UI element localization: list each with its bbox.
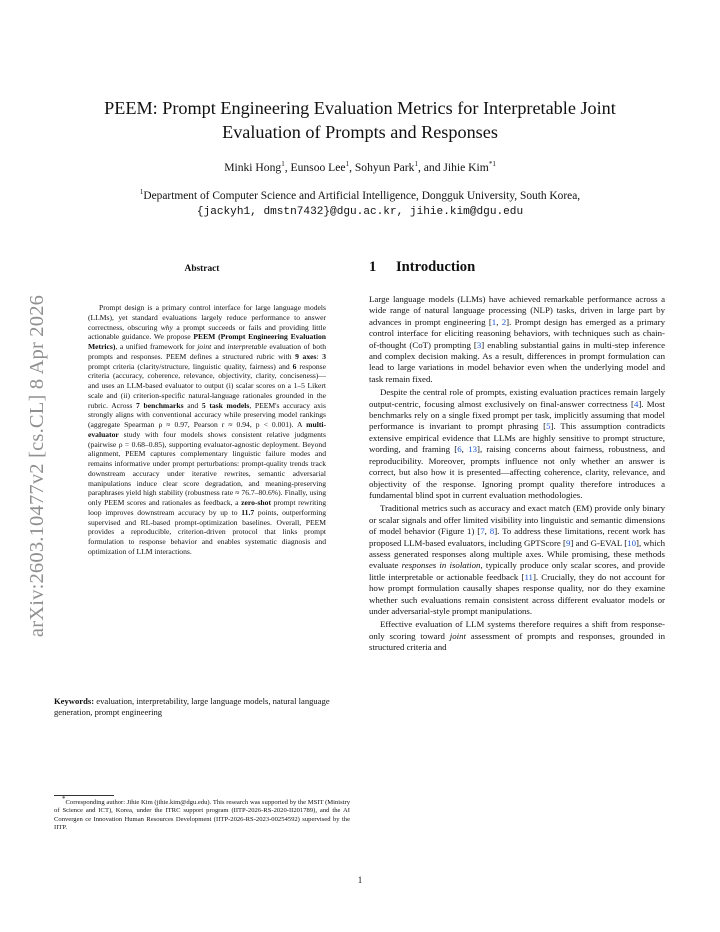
title-line-2: Evaluation of Prompts and Responses xyxy=(222,122,498,142)
author-name: Sohyun Park xyxy=(354,161,415,174)
abstract-body: Prompt design is a primary control interface for large language models (LLMs), yet standard evaluations largely reduce performance to answer correctness, obscuring why a prompt succeeds or fails and providing little actionable guidance. We propose PEEM (Prompt Engineering Evaluation Metrics), a unified framework for joint and interpretable evaluation of both prompts and responses. PEEM defines a structured rubric with 9 axes: 3 prompt criteria (clarity/structure, linguistic quality, fairness) and 6 response criteria (accuracy, coherence, relevance, objectivity, clarity, conciseness)—and uses an LLM-based evaluator to output (i) scalar scores on a 1–5 Likert scale and (ii) criterion-specific natural-language rationales grounded in the rubric. Across 7 benchmarks and 5 task models, PEEM's accuracy axis strongly aligns with conventional accuracy while preserving model rankings (aggregate Spearman ρ ≈ 0.97, Pearson r ≈ 0.94, p < 0.001). A multi-evaluator study with four models shows consistent relative judgments (pairwise ρ = 0.68–0.85), supporting evaluator-agnostic deployment. Beyond alignment, PEEM captures complementary linguistic failure modes and remains informative under prompt perturbations: prompt-quality trends track downstream accuracy under iterative rewrites, semantic adversarial manipulations induce clear score degradation, and meaning-preserving paraphrases yield high stability (robustness rate ≈ 76.7–80.6%). Finally, using only PEEM scores and rationales as feedback, a zero-shot prompt rewriting loop improves downstream accuracy by up to 11.7 points, outperforming supervised and RL-based prompt-optimization baselines. Overall, PEEM provides a reproducible, criterion-driven protocol that links prompt formulation to response behavior and enables systematic diagnosis and optimization of LLM interactions. xyxy=(88,303,327,556)
citation-link[interactable]: 4 xyxy=(633,398,639,409)
citation-link[interactable]: 5 xyxy=(546,421,551,432)
footnote-mark: * xyxy=(62,795,66,803)
affiliation-mark: 1 xyxy=(414,160,418,169)
keywords-label: Keywords: xyxy=(54,696,95,706)
title-line-1: PEEM: Prompt Engineering Evaluation Metrics for Interpretable Joint xyxy=(104,98,616,118)
author-name: Minki Hong xyxy=(224,161,282,174)
author-separator: , xyxy=(349,161,355,174)
footnote xyxy=(54,795,350,832)
affiliation-mark: *1 xyxy=(488,160,496,169)
author-name: Eunsoo Lee xyxy=(290,161,346,174)
citation-link[interactable]: 2 xyxy=(501,316,507,327)
affiliation-mark: 1 xyxy=(139,188,144,197)
introduction-body xyxy=(369,294,665,654)
keywords-text: evaluation, interpretability, large language models, natural language generation, prompt engineering xyxy=(54,696,330,718)
intro-paragraph: Traditional metrics such as accuracy and exact match (EM) provide only binary or scalar signals and offer limited visibility into linguistic and semantic dimensions of model behavior (Figure 1) [7, 8]. To address these limitations, recent work has proposed LLM-based evaluators, including GPTScore [9] and G-EVAL [10], which assess generated responses along multiple axes. While promising, these methods evaluate responses in isolation, typically produce only scalar scores, and provide little interpretable or actionable feedback [11]. Crucially, they do not account for how prompt formulation causally shapes response quality, nor do they examine whether such evaluations remain consistent across different evaluator models or under adversarial-style prompt manipulations. xyxy=(369,503,665,616)
keywords xyxy=(54,696,350,718)
affiliation-mark: 1 xyxy=(345,160,350,169)
section-heading-introduction xyxy=(369,259,475,276)
citation-link[interactable]: 10 xyxy=(627,537,637,548)
abstract-heading: Abstract xyxy=(184,264,220,274)
page-number: 1 xyxy=(357,875,363,885)
citation-link[interactable]: 11 xyxy=(524,571,533,582)
paper-title xyxy=(60,96,660,144)
citation-link[interactable]: 1 xyxy=(491,316,497,327)
section-title: Introduction xyxy=(396,259,476,275)
author-separator: , and xyxy=(417,161,444,174)
citation-link[interactable]: 3 xyxy=(476,339,482,350)
intro-paragraph: Despite the central role of prompts, existing evaluation practices remain largely output-centric, focusing almost exclusively on final-answer correctness [4]. Most benchmarks rely on a single fixed prompt per task, implicitly assuming that model performance is invariant to prompt phrasing [5]. This assumption contradicts extensive empirical evidence that LLMs are highly sensitive to prompt structure, wording, and framing [6, 13], raising concerns about fairness, robustness, and reproducibility. Moreover, prompts influence not only whether an answer is correct, but also how it is presented—affecting coherence, clarity, relevance, and objectivity of the response. Ignoring prompt quality therefore introduces a fundamental blind spot in current evaluation methodologies. xyxy=(369,387,666,500)
footnote-text: Corresponding author: Jihie Kim (jihie.kim@dgu.edu). This research was supported by the MSIT (Ministry of Science and ICT), Korea, under the ITRC support program (IITP-2026-RS-2020-II201789), and the AI Convergen ce Innovation Human Resources Development (IITP-2026-RS-2023-00254592) supervised by the IITP. xyxy=(54,799,350,831)
citation-link[interactable]: 6 xyxy=(457,444,462,455)
author-separator: , xyxy=(284,161,291,174)
citation-link[interactable]: 13 xyxy=(468,444,477,455)
author-emails: {jackyh1, dmstn7432}@dgu.ac.kr, jihie.kim@dgu.edu xyxy=(196,206,524,218)
intro-paragraph: Large language models (LLMs) have achieved remarkable performance across a wide range of natural language processing (NLP) tasks, driven in large part by advances in prompt engineering [1, 2]. Prompt design has emerged as a primary control interface for eliciting reasoning behaviors, with techniques such as chain-of-thought (CoT) prompting [3] enabling substantial gains in multi-step inference and complex decision making. As a result, differences in prompt formulation can lead to large variations in model behavior even when the underlying model and task remain fixed. xyxy=(369,294,665,384)
citation-link[interactable]: 9 xyxy=(566,537,571,548)
citation-link[interactable]: 8 xyxy=(489,526,495,537)
intro-paragraph: Effective evaluation of LLM systems therefore requires a shift from response-only scoring toward joint assessment of prompts and responses, grounded in structured criteria and xyxy=(369,619,665,653)
section-number: 1 xyxy=(369,259,377,275)
affiliation-text: Department of Computer Science and Artificial Intelligence, Dongguk University, South Korea, xyxy=(143,190,581,202)
citation-link[interactable]: 7 xyxy=(480,526,485,537)
author-name: Jihie Kim xyxy=(443,161,489,174)
affiliation xyxy=(60,188,660,220)
author-list xyxy=(60,161,660,175)
arxiv-identifier[interactable]: arXiv:2603.10477v2 [cs.CL] 8 Apr 2026 xyxy=(26,294,48,638)
affiliation-mark: 1 xyxy=(281,160,285,169)
